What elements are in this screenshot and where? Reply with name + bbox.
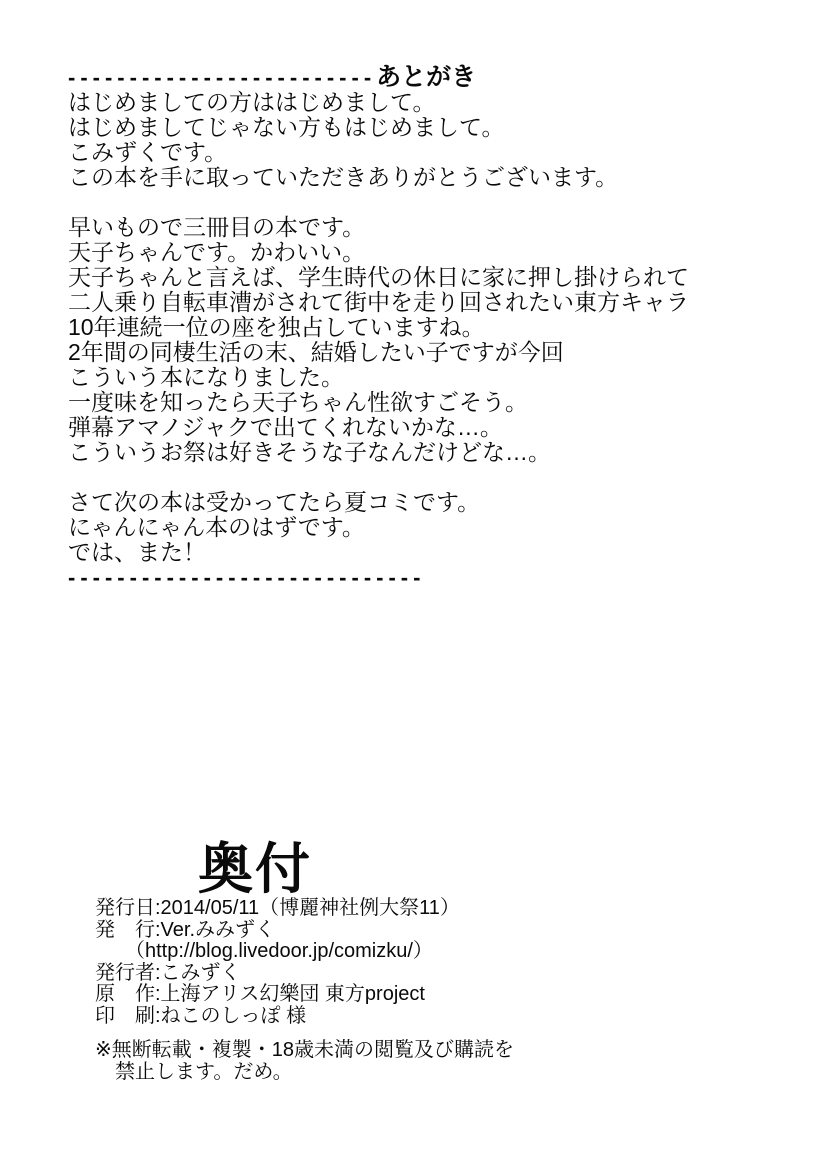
colophon-section: [95, 840, 745, 1083]
afterword-line: 10年連続一位の座を独占していますね。: [68, 314, 485, 340]
afterword-blank-line: [68, 465, 788, 490]
afterword-line: 弾幕アマノジャクで出てくれないかな…。: [68, 414, 503, 440]
colophon-notice-line: ※無断転載・複製・18歳未満の閲覧及び購読を: [95, 1039, 515, 1061]
afterword-header-dashes: -------------------------: [68, 65, 377, 90]
afterword-footer: [68, 565, 788, 590]
colophon-author: 発行者:こみずく: [95, 961, 241, 984]
colophon-printer: 印 刷:ねこのしっぽ 様: [95, 1004, 307, 1027]
colophon-notice: [95, 1040, 745, 1083]
colophon-notice-line: 禁止します。だめ。: [95, 1060, 293, 1083]
afterword-line: 早いもので三冊目の本です。: [68, 214, 366, 240]
afterword-line: こみずくです。: [68, 139, 228, 165]
colophon-title: 奥付: [198, 838, 313, 900]
afterword-line: にゃんにゃん本のはずです。: [68, 514, 365, 540]
afterword-title: あとがき: [376, 63, 477, 91]
afterword-blank-line: [68, 190, 788, 215]
afterword-line: はじめましての方ははじめまして。: [68, 89, 436, 115]
afterword-line: 天子ちゃんです。かわいい。: [68, 239, 366, 265]
afterword-line: 2年間の同棲生活の末、結婚したい子ですが今回: [68, 339, 564, 365]
afterword-line: では、また！: [68, 539, 206, 565]
colophon-publisher-circle: 発 行:Ver.みみずく: [95, 918, 276, 941]
afterword-line: この本を手に取っていただきありがとうございます。: [68, 164, 619, 190]
afterword-line: 二人乗り自転車漕がされて街中を走り回されたい東方キャラ: [68, 289, 689, 315]
afterword-line: こういう本になりました。: [68, 364, 344, 390]
colophon-publish-date: 発行日:2014/05/11（博麗神社例大祭11）: [95, 897, 460, 919]
afterword-line: はじめましてじゃない方もはじめまして。: [68, 114, 505, 140]
afterword-section: [68, 64, 788, 590]
afterword-line: 天子ちゃんと言えば、学生時代の休日に家に押し掛けられて: [68, 264, 689, 290]
colophon-publisher-url: （http://blog.livedoor.jp/comizku/）: [95, 940, 433, 962]
afterword-line: 一度味を知ったら天子ちゃん性欲すごそう。: [68, 389, 528, 415]
afterword-footer-dashes: -----------------------------: [68, 565, 426, 590]
afterword-line: こういうお祭は好きそうな子なんだけどな…。: [68, 439, 551, 465]
colophon-original-work: 原 作:上海アリス幻樂団 東方project: [95, 983, 425, 1005]
afterword-line: さて次の本は受かってたら夏コミです。: [68, 489, 481, 515]
afterword-header: [68, 64, 788, 90]
